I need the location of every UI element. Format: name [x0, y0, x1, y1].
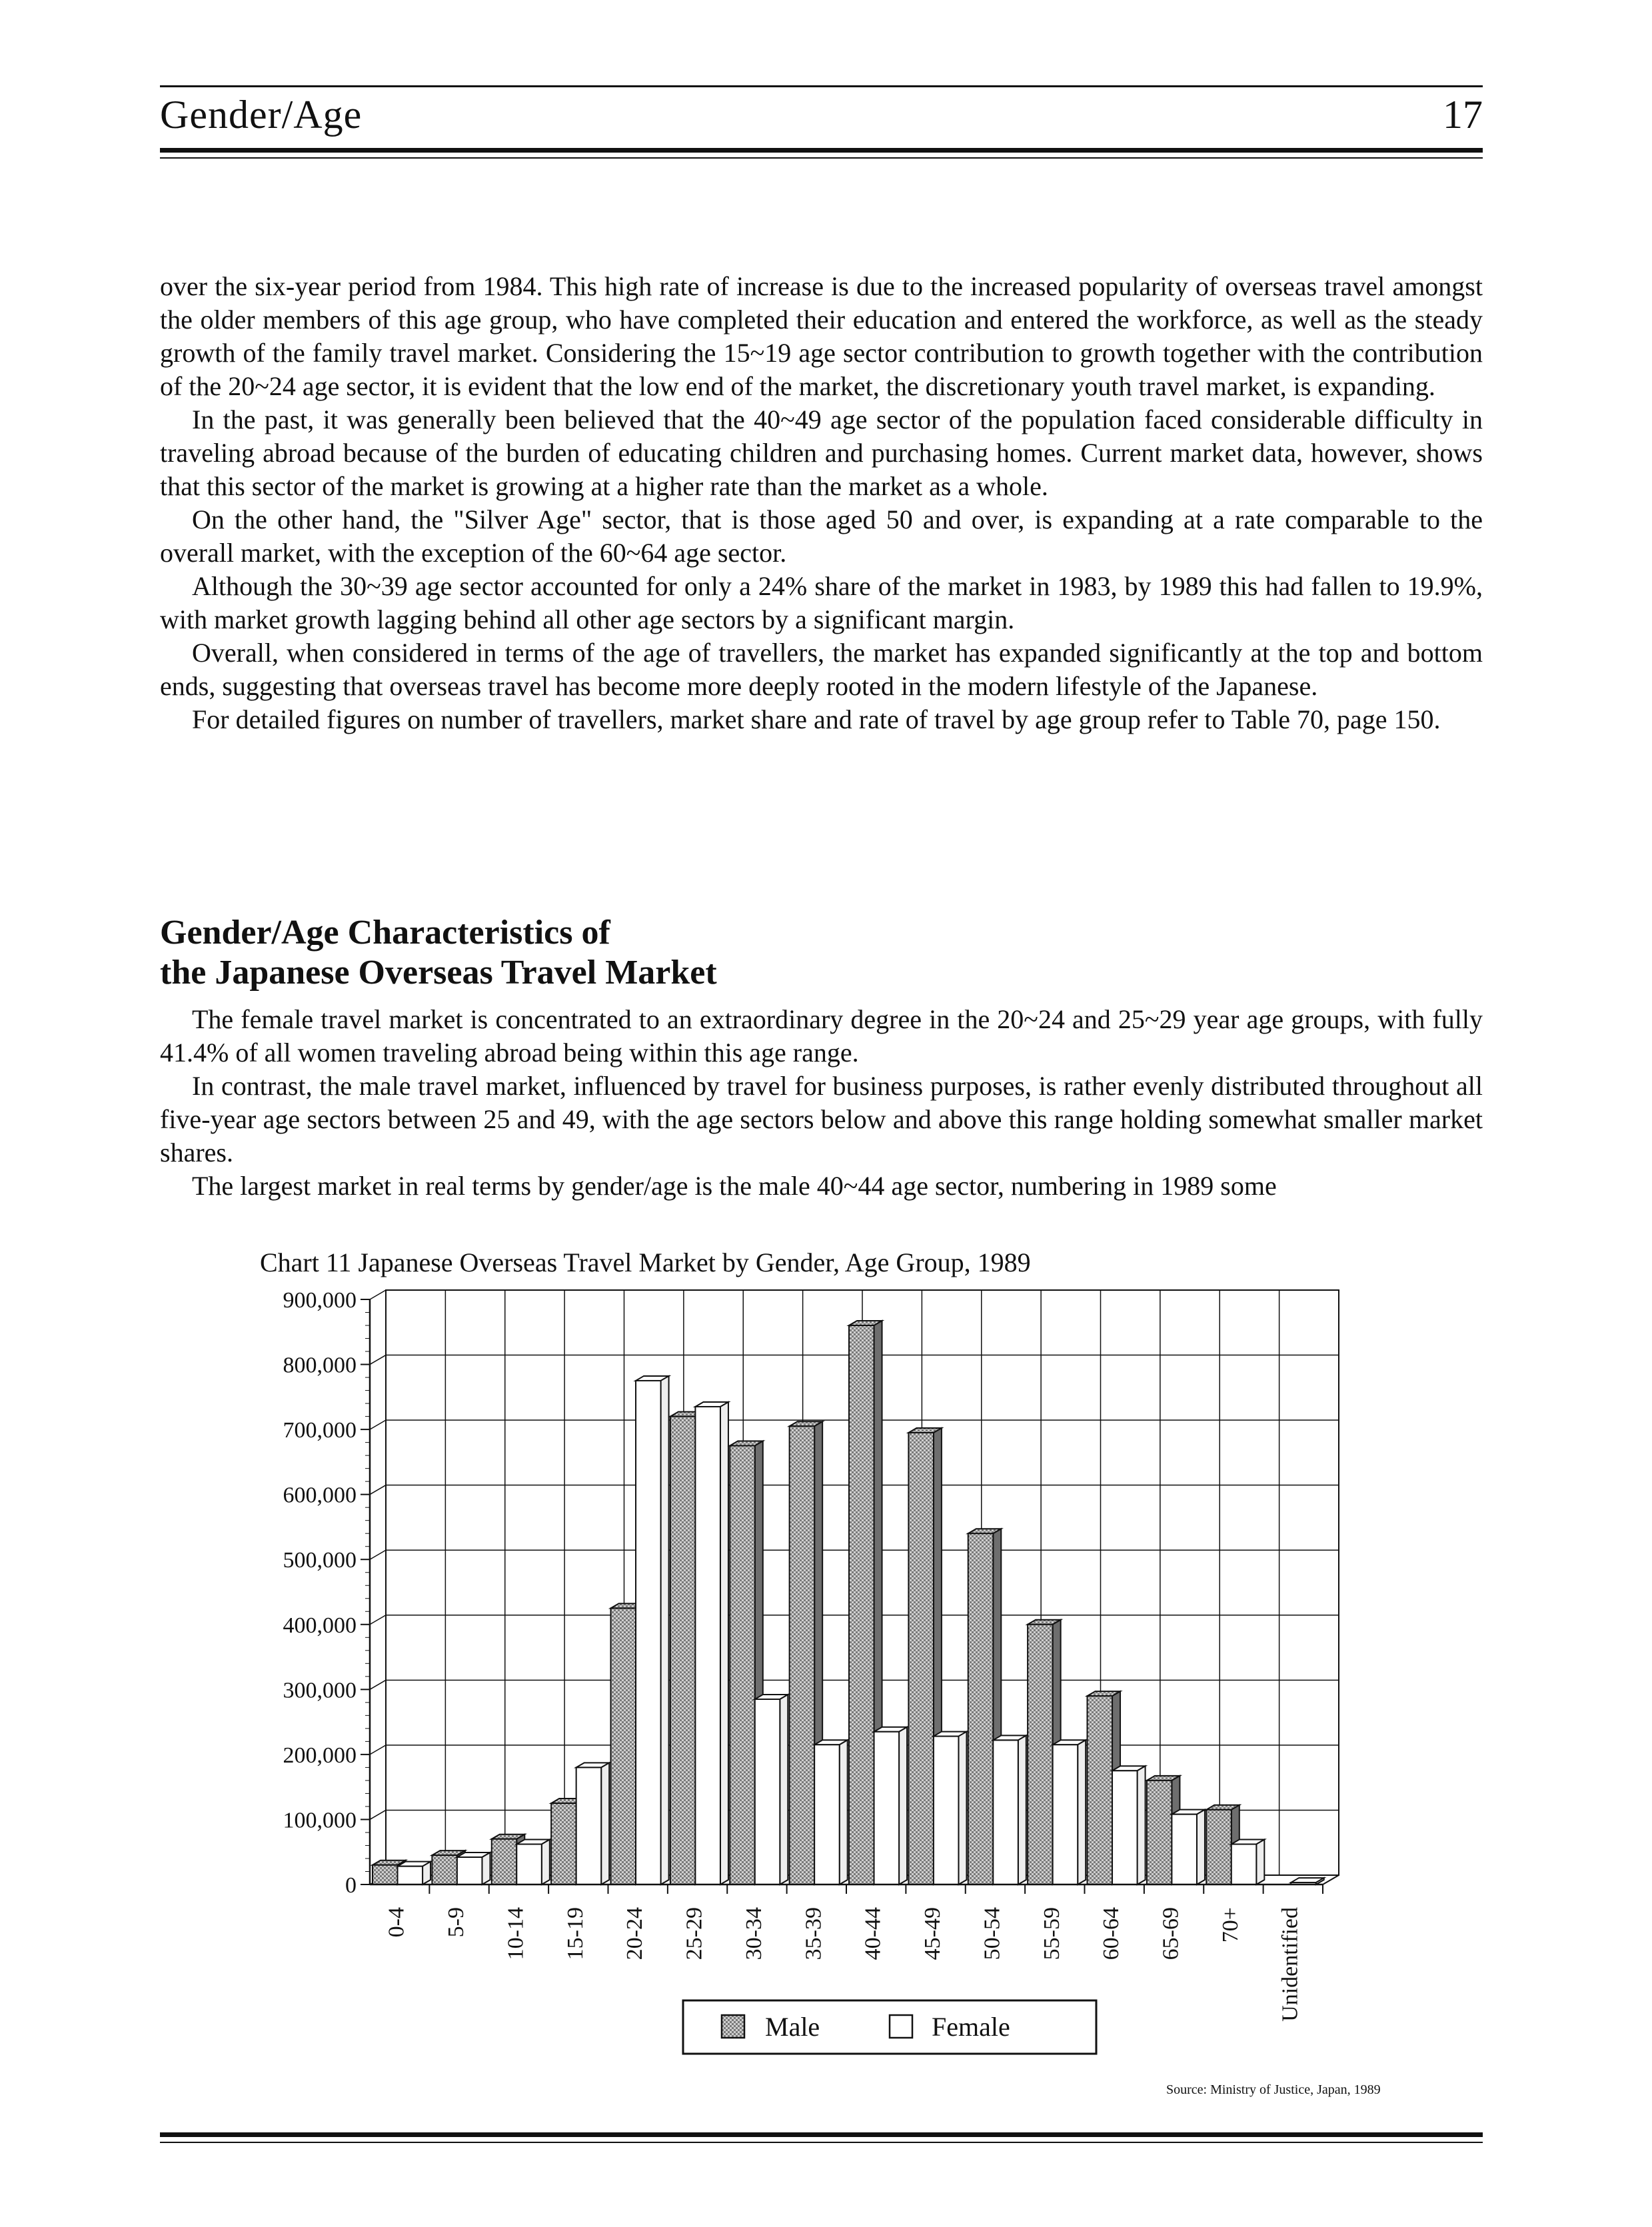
chart-y-tick-label: 400,000	[283, 1613, 357, 1638]
bar-female-side	[601, 1763, 609, 1884]
section-paragraph: In contrast, the male travel market, influenced by travel for business purposes, is rather evenly distributed throughout all five-year age sectors between 25 and 49, with the age sectors below and above this range holding somewhat smaller market shares.	[160, 1071, 1483, 1167]
running-header-title: Gender/Age	[160, 93, 363, 137]
bar-male-front	[432, 1855, 457, 1884]
bar-female-front	[516, 1845, 542, 1884]
chart-x-tick-label: 30-34	[741, 1907, 766, 1960]
chart-x-tick-label: 20-24	[622, 1907, 648, 1960]
chart-x-axis-depth	[1323, 1875, 1339, 1884]
section-heading-line: the Japanese Overseas Travel Market	[160, 954, 717, 992]
bar-male-front	[730, 1446, 755, 1885]
bar-male-front	[551, 1803, 576, 1884]
bar-female-side	[780, 1695, 788, 1884]
bar-female-side	[482, 1853, 490, 1884]
chart-gridline-depth	[370, 1810, 386, 1819]
chart-y-tick-label: 600,000	[283, 1483, 357, 1508]
bar-female-side	[1197, 1810, 1205, 1884]
bar-male-front	[1206, 1810, 1232, 1884]
body-paragraph: Although the 30~39 age sector accounted for only a 24% share of the market in 1983, by 1989 this had fallen to 19.9%, with market growth lagging behind all other age sectors by a significant margin.	[160, 571, 1483, 634]
legend-swatch-male	[722, 2015, 744, 2038]
chart-x-tick-label: 35-39	[801, 1907, 826, 1960]
bar-male-front	[790, 1426, 815, 1884]
chart-x-tick-label: 45-49	[920, 1907, 946, 1960]
bar-female-front	[814, 1745, 840, 1884]
legend-label-female: Female	[932, 2012, 1010, 2042]
legend-label-male: Male	[765, 2012, 820, 2042]
body-paragraph: In the past, it was generally been believed that the 40~49 age sector of the population faced considerable difficulty in traveling abroad because of the burden of educating children and purchasing homes. Current market data, however, shows that this sector of the market is growing at a higher rate than the market as a whole.	[160, 404, 1483, 501]
bar-female-front	[576, 1767, 602, 1884]
body-paragraph: Overall, when considered in terms of the age of travellers, the market has expanded significantly at the top and bottom ends, suggesting that overseas travel has become more deeply rooted in the modern lifestyle of the Japanese.	[160, 638, 1483, 701]
bar-female-side	[1018, 1735, 1026, 1884]
chart-x-tick-label: 5-9	[444, 1907, 469, 1938]
body-paragraph: over the six-year period from 1984. This high rate of increase is due to the increased popularity of overseas travel amongst the older members of this age group, who have completed their education and entered the workforce, as well as the steady growth of the family travel market. Considering the 15~19 age sector contribution to growth together with the contribution of the 20~24 age sector, it is evident that the low end of the market, the discretionary youth travel market, is expanding.	[160, 271, 1483, 401]
bar-female-front	[1172, 1815, 1197, 1884]
bar-female-side	[720, 1402, 728, 1884]
section-paragraph: The female travel market is concentrated to an extraordinary degree in the 20~24 and 25~29 year age groups, with fully 41.4% of all women traveling abroad being within this age range.	[160, 1004, 1483, 1068]
bar-female	[398, 1862, 431, 1884]
bar-female-side	[1078, 1740, 1086, 1884]
bar-female	[934, 1732, 967, 1884]
bar-female-side	[958, 1732, 966, 1884]
bar-female-front	[636, 1381, 661, 1884]
bar-female-front	[1232, 1845, 1257, 1884]
bar-female	[1112, 1766, 1146, 1884]
bar-female	[576, 1763, 610, 1884]
bar-female	[695, 1402, 728, 1884]
bar-female-side	[422, 1862, 430, 1884]
chart-title: Chart 11 Japanese Overseas Travel Market by Gender, Age Group, 1989	[260, 1247, 1031, 1277]
bar-female	[874, 1727, 908, 1884]
chart-y-tick-label: 800,000	[283, 1353, 357, 1378]
chart-gridline-depth	[370, 1420, 386, 1429]
bar-male-front	[1147, 1781, 1172, 1884]
chart-y-tick-label: 700,000	[283, 1418, 357, 1443]
chart-y-tick-label: 100,000	[283, 1808, 357, 1833]
chart-x-tick-label: 40-44	[860, 1907, 886, 1960]
bar-female-front	[934, 1737, 959, 1884]
bar-male-front	[1028, 1625, 1053, 1884]
footer-rule-thin	[160, 2142, 1483, 2143]
chart-x-tick-label: 15-19	[562, 1907, 588, 1960]
bar-female-front	[398, 1866, 423, 1884]
section-paragraph: The largest market in real terms by gender/age is the male 40~44 age sector, numbering in 1989 some	[192, 1171, 1277, 1201]
bar-female-side	[840, 1740, 848, 1884]
bar-female-side	[661, 1376, 669, 1884]
bar-female-front	[874, 1732, 900, 1884]
bar-male-front	[908, 1433, 934, 1884]
bar-female-side	[1256, 1840, 1264, 1884]
bar-female-front	[1053, 1745, 1078, 1884]
bar-female	[814, 1740, 848, 1884]
bar-female-front	[755, 1699, 780, 1884]
chart-y-tick-label: 500,000	[283, 1548, 357, 1573]
bar-female-front	[457, 1857, 482, 1884]
bar-female-front	[993, 1740, 1018, 1884]
chart-x-tick-label: 70+	[1218, 1907, 1243, 1943]
section-heading-line: Gender/Age Characteristics of	[160, 914, 610, 952]
chart-bars	[373, 1321, 1324, 1884]
chart-x-tick-label: 65-69	[1158, 1907, 1184, 1960]
chart-gridline-depth	[370, 1355, 386, 1365]
chart-legend	[683, 2000, 1096, 2054]
chart-y-axis	[283, 1288, 371, 1898]
page-number: 17	[1443, 93, 1483, 137]
bar-female-side	[1138, 1766, 1146, 1884]
bar-female	[755, 1695, 788, 1884]
bar-female	[636, 1376, 669, 1884]
body-paragraph: For detailed figures on number of travellers, market share and rate of travel by age group refer to Table 70, page 150.	[192, 704, 1441, 734]
bar-male-front	[968, 1533, 994, 1884]
bar-female	[457, 1853, 490, 1884]
bar-male-front	[670, 1417, 696, 1884]
chart-gridline-depth	[370, 1745, 386, 1755]
chart-y-tick-label: 0	[345, 1873, 357, 1898]
chart-y-tick-label: 900,000	[283, 1288, 357, 1313]
chart-gridline-depth	[370, 1290, 386, 1299]
bar-female-front	[1112, 1771, 1138, 1884]
chart-gridline-depth	[370, 1550, 386, 1559]
chart-y-tick-label: 300,000	[283, 1678, 357, 1703]
bar-female-side	[899, 1727, 907, 1884]
source-note: Source: Ministry of Justice, Japan, 1989	[1166, 2082, 1381, 2097]
body-paragraph: On the other hand, the "Silver Age" sector, that is those aged 50 and over, is expanding at a rate comparable to the overall market, with the exception of the 60~64 age sector.	[160, 504, 1483, 568]
bar-male-front	[849, 1325, 874, 1884]
chart-y-tick-label: 200,000	[283, 1743, 357, 1768]
chart-gridline-depth	[370, 1485, 386, 1495]
chart-x-tick-label: 25-29	[682, 1907, 707, 1960]
bar-female	[993, 1735, 1026, 1884]
chart-x-tick-label: 10-14	[503, 1907, 528, 1960]
chart-x-tick-label: 55-59	[1039, 1907, 1064, 1960]
bar-male-front	[373, 1865, 398, 1884]
chart-gridline-depth	[370, 1615, 386, 1625]
legend-swatch-female	[890, 2015, 912, 2038]
chart-gridline-depth	[370, 1680, 386, 1689]
bar-female	[516, 1840, 550, 1884]
footer-rule-thick	[160, 2132, 1483, 2137]
bar-male-front	[1088, 1696, 1113, 1884]
chart-x-tick-label: 60-64	[1099, 1907, 1124, 1960]
bar-female	[1232, 1840, 1265, 1884]
bar-female	[1053, 1740, 1086, 1884]
bar-female-front	[695, 1407, 720, 1884]
chart-x-tick-label: 0-4	[384, 1907, 409, 1938]
chart-x-tick-label: 50-54	[980, 1907, 1005, 1960]
bar-female-side	[542, 1840, 550, 1884]
bar-female	[1172, 1810, 1205, 1884]
chart-x-tick-label: Unidentified	[1277, 1907, 1303, 2022]
bar-male-front	[611, 1608, 636, 1884]
bar-female	[1291, 1878, 1324, 1884]
bar-male-front	[492, 1839, 517, 1884]
